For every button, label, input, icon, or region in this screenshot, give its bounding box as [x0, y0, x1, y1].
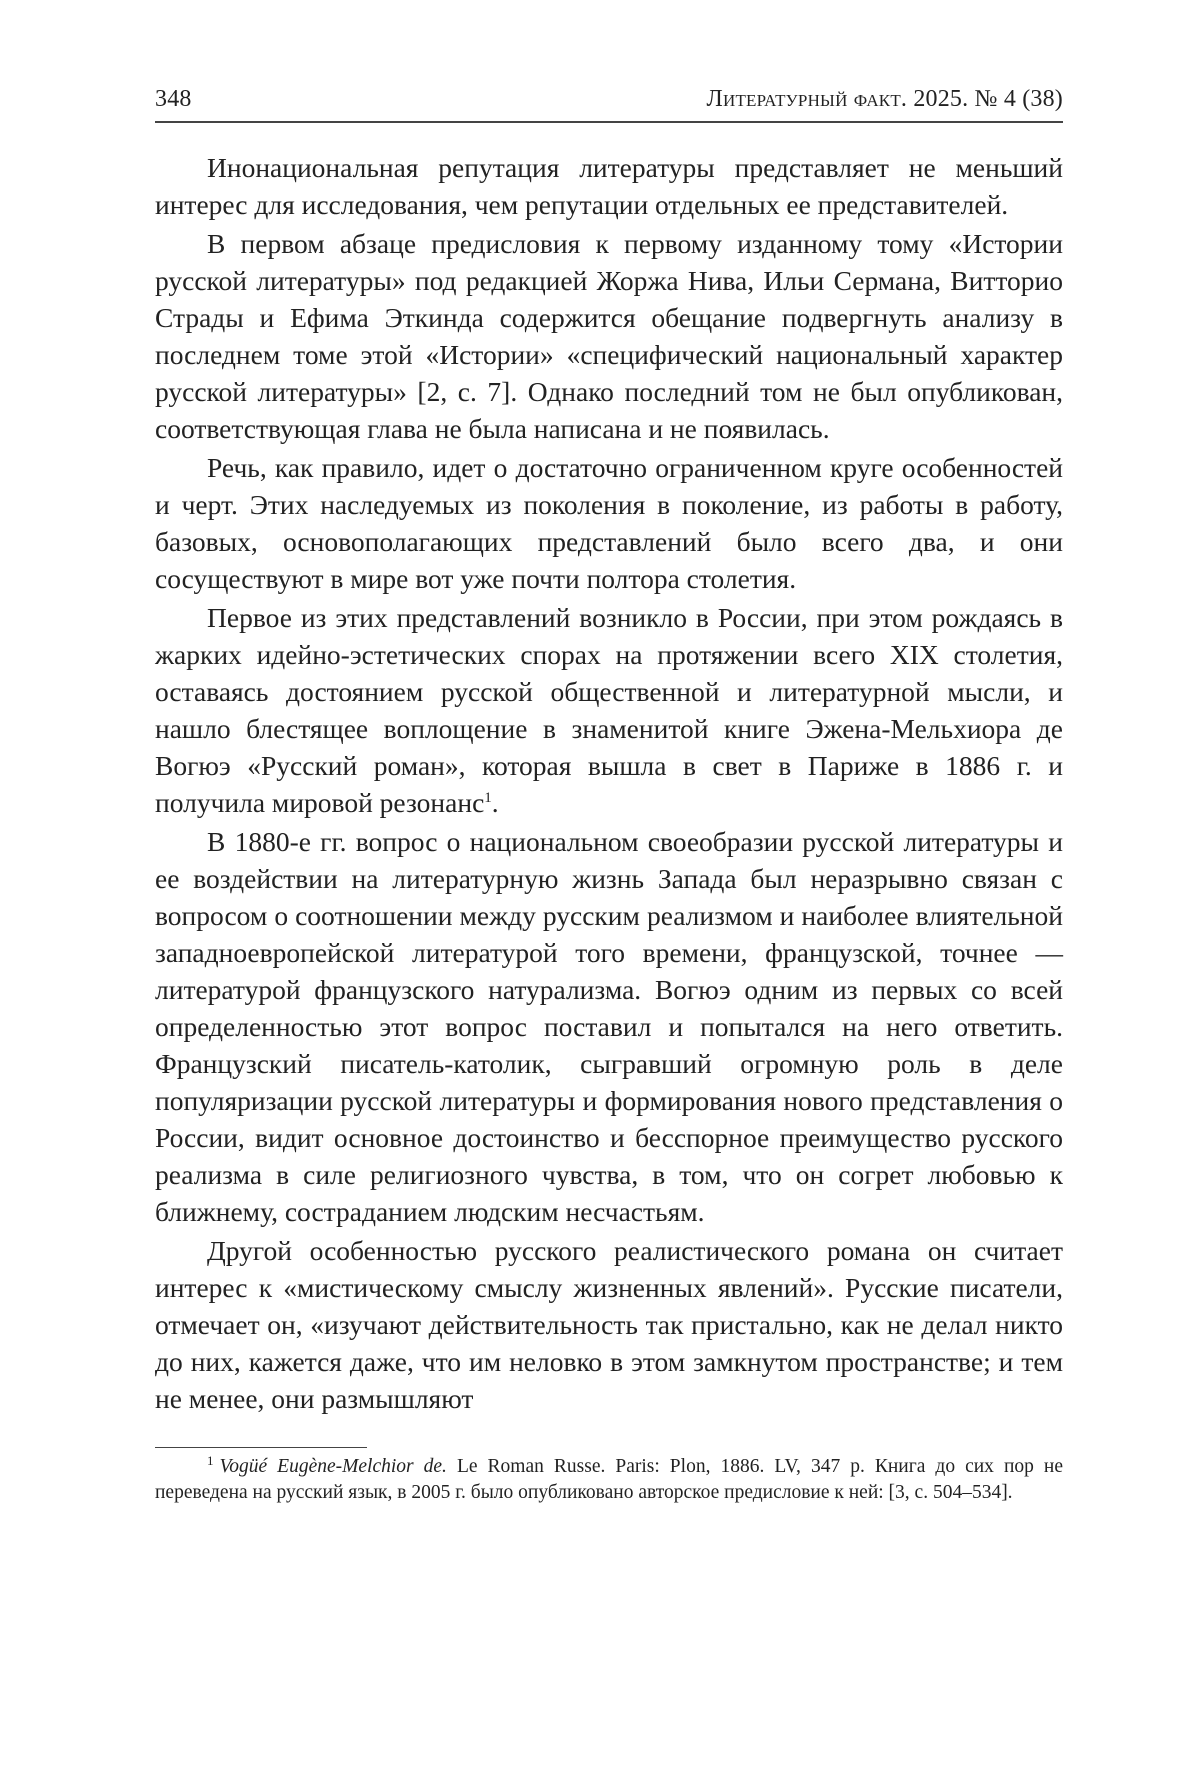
- footnote-divider: [155, 1447, 367, 1448]
- page-number: 348: [155, 86, 192, 112]
- body-text: [155, 149, 1063, 1417]
- paragraph: Другой особенностью русского реалистического романа он считает интерес к «мистическому смыслу жизненных явлений». Русские писатели, отмечает он, «изучают действительность так пристально, как не делал никто до них, кажется даже, что им неловко в этом замкнутом пространстве; и тем не менее, они размышляют: [155, 1235, 1063, 1414]
- paragraph: Инонациональная репутация литературы представляет не меньший интерес для исследования, чем репутации отдельных ее представителей.: [155, 152, 1063, 220]
- footnote-reference[interactable]: 1: [484, 789, 492, 806]
- paragraph: В первом абзаце предисловия к первому изданному тому «Истории русской литературы» под редакцией Жоржа Нива, Ильи Сермана, Витторио Страды и Ефима Эткинда содержится обещание подвергнуть анализу в последнем томе этой «Истории» «специфический национальный характер русской литературы» [2, с. 7]. Однако последний том не был опубликован, соответствующая глава не была написана и не появилась.: [155, 228, 1063, 444]
- journal-title: Литературный факт. 2025. № 4 (38): [706, 86, 1063, 112]
- paragraph-with-footnote: Первое из этих представлений возникло в России, при этом рождаясь в жарких идейно-эстетических спорах на протяжении всего XIX столетия, оставаясь достоянием русской общественной и литературной мысли, и нашло блестящее воплощение в знаменитой книге Эжена-Мельхиора де Вогюэ «Русский роман», которая вышла в свет в Париже в 1886 г. и получила мировой резонанс$^1$.: [155, 602, 1063, 818]
- footnote-number: 1: [207, 1452, 214, 1468]
- paragraph: В 1880-е гг. вопрос о национальном своеобразии русской литературы и ее воздействии на литературную жизнь Запада был неразрывно связан с вопросом о соотношении между русским реализмом и наиболее влиятельной западноевропейской литературой того времени, французской, точнее — литературой французского натурализма. Вогюэ одним из первых со всей определенностью этот вопрос поставил и попытался на него ответить. Французский писатель-католик, сыгравший огромную роль в деле популяризации русской литературы и формирования нового представления о России, видит основное достоинство и бесспорное преимущество русского реализма в силе религиозного чувства, в том, что он согрет любовью к ближнему, состраданием людским несчастьям.: [155, 826, 1063, 1227]
- footnote-author: Vogüé Eugène-Melchior de.: [219, 1456, 447, 1477]
- footnotes: [155, 1447, 1063, 1506]
- paragraph-text: Первое из этих представлений возникло в России, при этом рождаясь в жарких идейно-эстетических спорах на протяжении всего XIX столетия, оставаясь достоянием русской общественной и литературной мысли, и нашло блестящее воплощение в знаменитой книге Эжена-Мельхиора де Вогюэ «Русский роман», которая вышла в свет в Париже в 1886 г. и получила мировой резонанс: [155, 602, 1063, 818]
- footnote-text: Le Roman Russe. Paris: Plon, 1886. LV, 347 p. Книга до сих пор не переведена на русский язык, в 2005 г. было опубликовано авторское предисловие к ней: [3, с. 504–534].: [155, 1456, 1063, 1503]
- footnote: [155, 1454, 1063, 1506]
- paragraph: Речь, как правило, идет о достаточно ограниченном круге особенностей и черт. Этих наследуемых из поколения в поколение, из работы в работу, базовых, основополагающих представлений было всего два, и они сосуществуют в мире вот уже почти полтора столетия.: [155, 452, 1063, 594]
- page: [155, 84, 1063, 1506]
- running-head: [155, 84, 1063, 123]
